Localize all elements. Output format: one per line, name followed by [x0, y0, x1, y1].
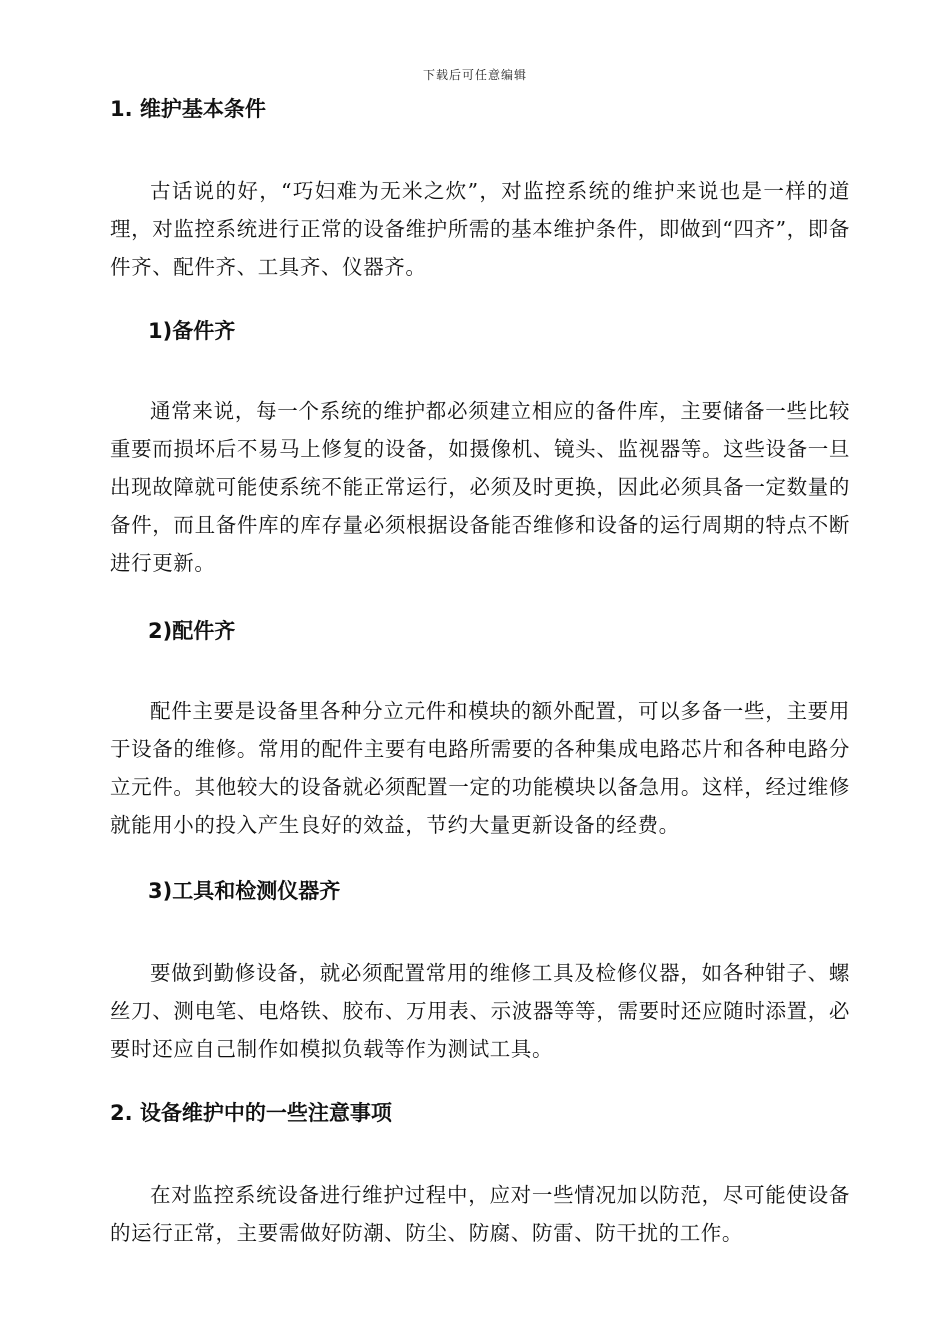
- subsection-spare-parts-heading: 1)备件齐: [148, 319, 236, 343]
- subsection-spare-parts-paragraph: 通常来说，每一个系统的维护都必须建立相应的备件库，主要储备一些比较重要而损坏后不易马上修复的设备，如摄像机、镜头、监视器等。这些设备一旦出现故障就可能使系统不能正常运行，必须及时更换，因此必须具备一定数量的备件，而且备件库的库存量必须根据设备能否维修和设备的运行周期的特点不断进行更新。: [110, 399, 850, 575]
- section-2-intro-paragraph: 在对监控系统设备进行维护过程中，应对一些情况加以防范，尽可能使设备的运行正常，主要需做好防潮、防尘、防腐、防雷、防干扰的工作。: [110, 1183, 850, 1245]
- section-1-intro-paragraph: 古话说的好，“巧妇难为无米之炊”，对监控系统的维护来说也是一样的道理，对监控系统进行正常的设备维护所需的基本维护条件，即做到“四齐”，即备件齐、配件齐、工具齐、仪器齐。: [110, 179, 850, 279]
- section-2-heading: 2. 设备维护中的一些注意事项: [110, 1101, 392, 1125]
- section-1-heading: 1. 维护基本条件: [110, 97, 266, 121]
- watermark-text: 下载后可任意编辑: [422, 68, 527, 82]
- subsection-tools-paragraph: 要做到勤修设备，就必须配置常用的维修工具及检修仪器，如各种钳子、螺丝刀、测电笔、电烙铁、胶布、万用表、示波器等等，需要时还应随时添置，必要时还应自己制作如模拟负载等作为测试工具。: [110, 961, 850, 1061]
- subsection-accessories-heading: 2)配件齐: [148, 619, 236, 643]
- subsection-accessories-paragraph: 配件主要是设备里各种分立元件和模块的额外配置，可以多备一些，主要用于设备的维修。常用的配件主要有电路所需要的各种集成电路芯片和各种电路分立元件。其他较大的设备就必须配置一定的功能模块以备急用。这样，经过维修就能用小的投入产生良好的效益，节约大量更新设备的经费。: [110, 699, 850, 837]
- subsection-tools-heading: 3)工具和检测仪器齐: [148, 879, 341, 903]
